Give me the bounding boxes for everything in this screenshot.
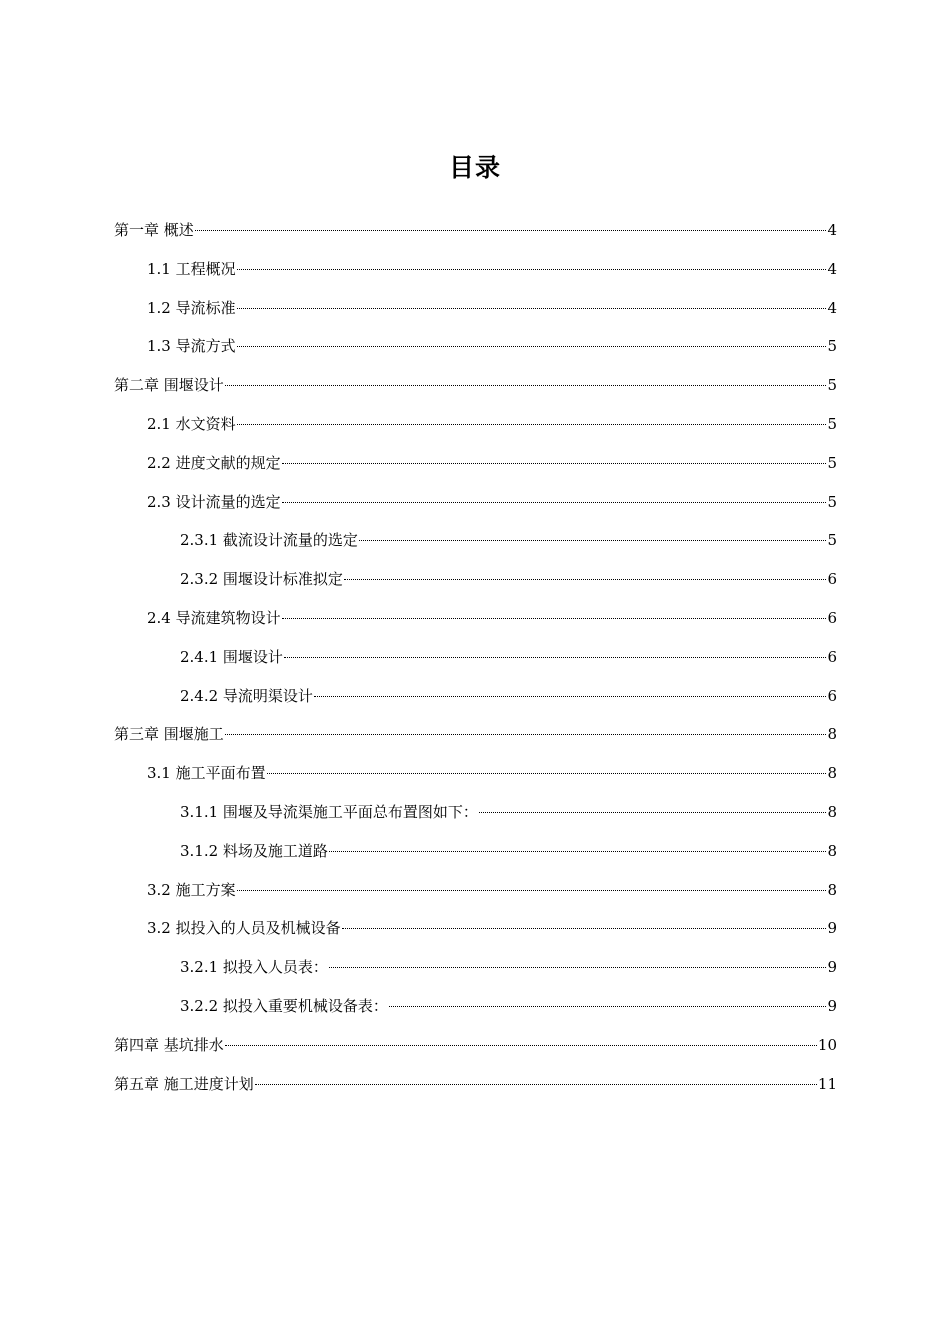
toc-entry[interactable] bbox=[114, 405, 837, 444]
toc-entry-label: 第四章 基坑排水 bbox=[114, 1035, 224, 1054]
toc-entry[interactable] bbox=[114, 987, 837, 1026]
toc-dot-leader bbox=[479, 811, 827, 813]
toc-entry-label: 2.3 设计流量的选定 bbox=[147, 492, 281, 511]
toc-dot-leader bbox=[284, 656, 827, 658]
toc-entry-label: 3.2.2 拟投入重要机械设备表： bbox=[180, 996, 388, 1015]
toc-entry[interactable] bbox=[114, 754, 837, 793]
toc-entry-label: 第三章 围堰施工 bbox=[114, 725, 224, 744]
toc-entry-page-number: 8 bbox=[827, 880, 837, 899]
toc-entry-label: 1.1 工程概况 bbox=[147, 259, 236, 278]
toc-entry[interactable] bbox=[114, 871, 837, 910]
toc-dot-leader bbox=[344, 578, 827, 580]
toc-entry-page-number: 5 bbox=[827, 492, 837, 511]
toc-dot-leader bbox=[237, 423, 827, 425]
toc-entry[interactable] bbox=[114, 560, 837, 599]
toc-dot-leader bbox=[267, 772, 827, 774]
toc-entry-page-number: 9 bbox=[827, 919, 837, 938]
toc-dot-leader bbox=[237, 345, 827, 347]
toc-entry-page-number: 9 bbox=[827, 958, 837, 977]
toc-entry-label: 3.1.2 料场及施工道路 bbox=[180, 841, 328, 860]
toc-entry-label: 第一章 概述 bbox=[114, 221, 194, 239]
toc-dot-leader bbox=[282, 501, 827, 503]
toc-dot-leader bbox=[329, 850, 827, 852]
toc-entry-page-number: 5 bbox=[827, 453, 837, 472]
toc-entry[interactable] bbox=[114, 366, 837, 405]
toc-entry-page-number: 8 bbox=[827, 725, 837, 744]
toc-entry-label: 3.2 拟投入的人员及机械设备 bbox=[147, 919, 341, 938]
toc-entry[interactable] bbox=[114, 638, 837, 677]
toc-dot-leader bbox=[314, 695, 827, 697]
toc-entry-page-number: 6 bbox=[827, 608, 837, 627]
toc-dot-leader bbox=[282, 617, 827, 619]
toc-entry-page-number: 8 bbox=[827, 841, 837, 860]
toc-entry[interactable] bbox=[114, 250, 837, 289]
toc-entry-page-number: 8 bbox=[827, 764, 837, 783]
toc-entry-page-number: 5 bbox=[827, 337, 837, 356]
toc-dot-leader bbox=[342, 927, 827, 929]
toc-entry[interactable] bbox=[114, 677, 837, 716]
toc-dot-leader bbox=[237, 889, 827, 891]
toc-entry-page-number: 6 bbox=[827, 686, 837, 705]
toc-dot-leader bbox=[255, 1083, 817, 1085]
toc-entry-label: 2.4.1 围堰设计 bbox=[180, 647, 283, 666]
toc-title: 目录 bbox=[448, 153, 501, 182]
toc-entry-page-number: 11 bbox=[817, 1074, 837, 1093]
toc-dot-leader bbox=[282, 462, 827, 464]
toc-dot-leader bbox=[237, 268, 827, 270]
toc-entry-label: 1.3 导流方式 bbox=[147, 337, 236, 356]
toc-entry-page-number: 5 bbox=[827, 376, 837, 395]
toc-entry[interactable] bbox=[114, 948, 837, 987]
toc-entry-label: 3.1.1 围堰及导流渠施工平面总布置图如下： bbox=[180, 802, 478, 821]
toc-entry-page-number: 4 bbox=[827, 298, 837, 317]
toc-entry-label: 3.1 施工平面布置 bbox=[147, 764, 266, 783]
toc-entry-label: 3.2.1 拟投入人员表： bbox=[180, 958, 328, 977]
toc-entry-label: 第二章 围堰设计 bbox=[114, 376, 224, 395]
toc-dot-leader bbox=[389, 1005, 827, 1007]
toc-entry[interactable] bbox=[114, 909, 837, 948]
toc-entry-page-number: 6 bbox=[827, 570, 837, 589]
toc-entry-page-number: 8 bbox=[827, 802, 837, 821]
toc-dot-leader bbox=[225, 1044, 817, 1046]
toc-entry-label: 第五章 施工进度计划 bbox=[114, 1074, 254, 1093]
toc-entry-label: 2.2 进度文献的规定 bbox=[147, 453, 281, 472]
toc-entry-label: 2.4.2 导流明渠设计 bbox=[180, 686, 313, 705]
toc-dot-leader bbox=[237, 307, 827, 309]
toc-entry[interactable] bbox=[114, 793, 837, 832]
toc-entry[interactable] bbox=[114, 483, 837, 522]
toc-entry[interactable] bbox=[114, 289, 837, 328]
toc-entry-page-number: 10 bbox=[817, 1035, 837, 1054]
toc-dot-leader bbox=[329, 966, 827, 968]
toc-entry-page-number: 5 bbox=[827, 531, 837, 550]
toc-entry-label: 2.3.1 截流设计流量的选定 bbox=[180, 531, 358, 550]
toc-entry[interactable] bbox=[114, 1065, 837, 1104]
toc-entry-page-number: 5 bbox=[827, 414, 837, 433]
table-of-contents bbox=[114, 211, 837, 1103]
toc-dot-leader bbox=[359, 539, 827, 541]
toc-dot-leader bbox=[225, 733, 827, 735]
toc-entry-page-number: 6 bbox=[827, 647, 837, 666]
toc-entry-page-number: 4 bbox=[827, 221, 837, 239]
toc-entry-label: 2.3.2 围堰设计标准拟定 bbox=[180, 570, 343, 589]
toc-entry-label: 2.4 导流建筑物设计 bbox=[147, 608, 281, 627]
toc-entry-label: 2.1 水文资料 bbox=[147, 414, 236, 433]
toc-entry[interactable] bbox=[114, 599, 837, 638]
toc-dot-leader bbox=[225, 384, 827, 386]
toc-entry[interactable] bbox=[114, 1026, 837, 1065]
toc-dot-leader bbox=[195, 229, 827, 231]
toc-entry[interactable] bbox=[114, 327, 837, 366]
toc-entry[interactable] bbox=[114, 211, 837, 250]
toc-entry-page-number: 9 bbox=[827, 996, 837, 1015]
toc-entry-page-number: 4 bbox=[827, 259, 837, 278]
toc-entry[interactable] bbox=[114, 521, 837, 560]
toc-entry[interactable] bbox=[114, 444, 837, 483]
toc-entry-label: 1.2 导流标准 bbox=[147, 298, 236, 317]
toc-entry-label: 3.2 施工方案 bbox=[147, 880, 236, 899]
toc-entry[interactable] bbox=[114, 832, 837, 871]
toc-entry[interactable] bbox=[114, 715, 837, 754]
